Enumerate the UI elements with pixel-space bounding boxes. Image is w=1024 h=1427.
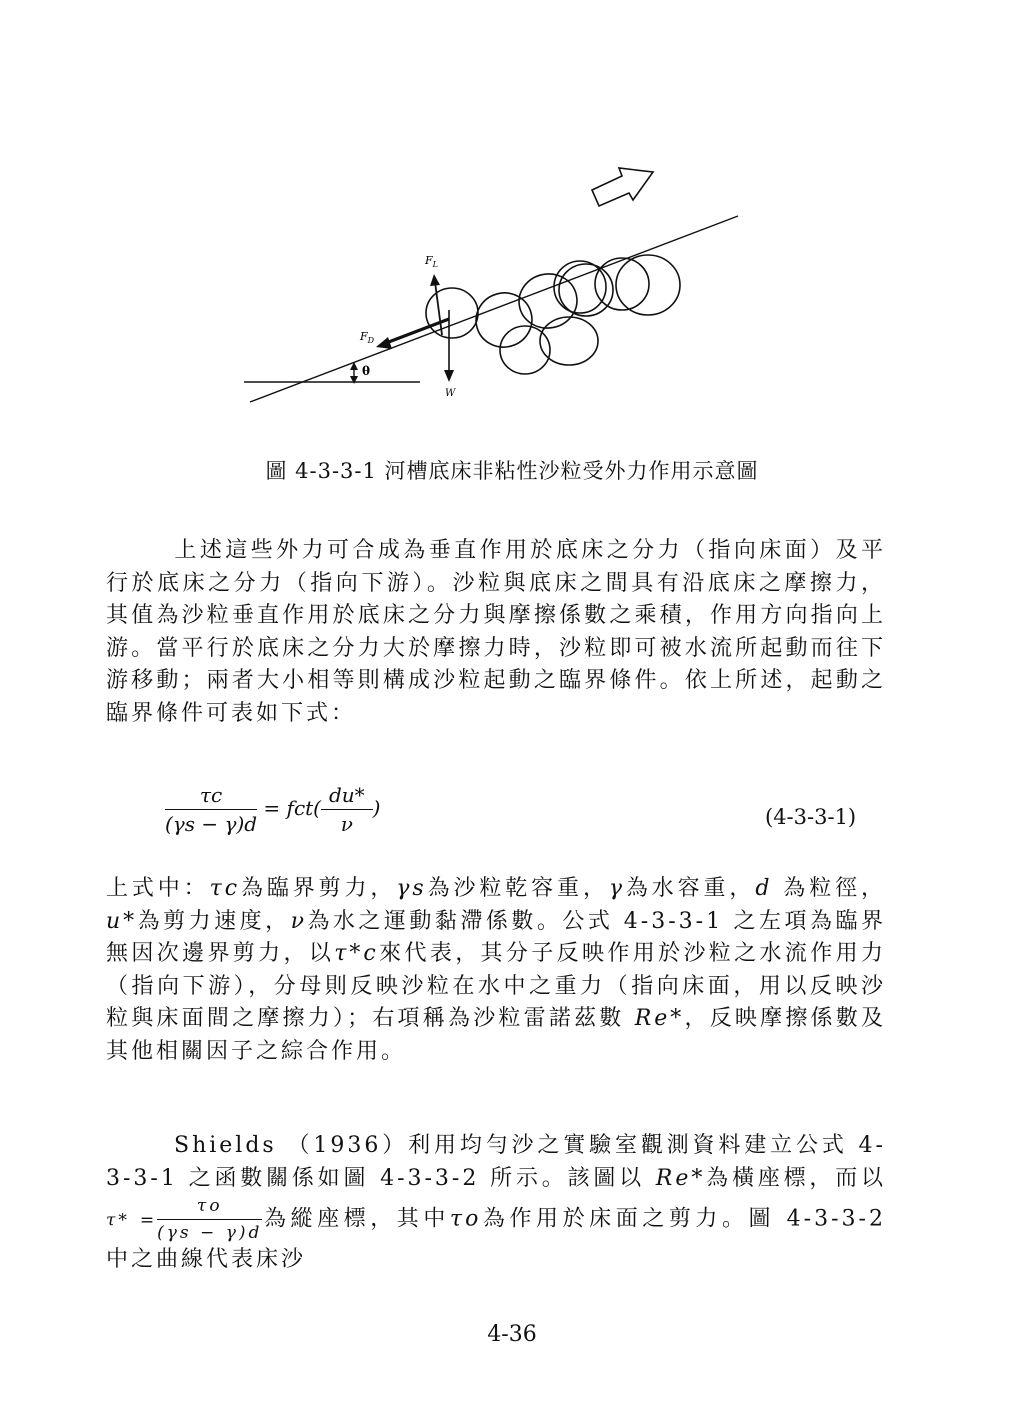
paragraph-3: Shields （1936）利用均勻沙之實驗室觀測資料建立公式 4-3-3-1 之函數關係如圖 4-3-3-2 所示。該圖以 Re*為橫座標，而以τ* = $\frac{\tau o}{(\gamma s - \gamma)d}$ 為縱座標，其中τo為作用於床面之剪力。圖 4-3-3-2 中之曲線代表床沙	[106, 1133, 886, 1272]
sand-grain	[554, 261, 606, 313]
sand-grain	[616, 255, 680, 315]
bed-slope-line	[250, 216, 738, 402]
lift-label: $F_L$	[425, 254, 438, 269]
flow-direction-arrow	[592, 168, 653, 206]
equation-4-3-3-1: $\frac{\tau c}{(\gamma s - \gamma)d}$ = fct( $\frac{du*}{\nu}$ )	[165, 783, 381, 836]
sand-grains	[426, 255, 680, 374]
figure-caption: 圖 4-3-3-1 河槽底床非粘性沙粒受外力作用示意圖	[265, 459, 759, 483]
drag-label: $F_D$	[360, 330, 375, 345]
paragraph-1: 上述這些外力可合成為垂直作用於底床之分力（指向床面）及平行於底床之分力（指向下游）。沙粒與底床之間具有沿底床之摩擦力，其值為沙粒垂直作用於底床之分力與摩擦係數之乘積，作用方向指向上游。當平行於底床之分力大於摩擦力時，沙粒即可被水流所起動而往下游移動；兩者大小相等則構成沙粒起動之臨界條件。依上所述，起動之臨界條件可表如下式：	[106, 538, 886, 726]
page-number: 4-36	[487, 1322, 537, 1347]
drag-force-arrow	[386, 319, 449, 343]
paragraph-2: 上式中：τc為臨界剪力，γs為沙粒乾容重，γ為水容重，d 為粒徑，u*為剪力速度，ν為水之運動黏滯係數。公式 4-3-3-1 之左項為臨界無因次邊界剪力，以τ*c來代表，其分子反映作用於沙粒之水流作用力（指向下游），分母則反映沙粒在水中之重力（指向床面，用以反映沙粒與床面間之摩擦力）；右項稱為沙粒雷諾茲數 Re*，反映摩擦係數及其他相關因子之綜合作用。	[106, 876, 886, 1064]
sand-grain-loose	[426, 288, 478, 338]
equation-number: (4-3-3-1)	[765, 805, 857, 829]
angle-label: θ	[362, 364, 371, 378]
force-diagram	[230, 160, 770, 420]
weight-label: W	[445, 388, 456, 399]
sand-grain	[559, 264, 613, 316]
